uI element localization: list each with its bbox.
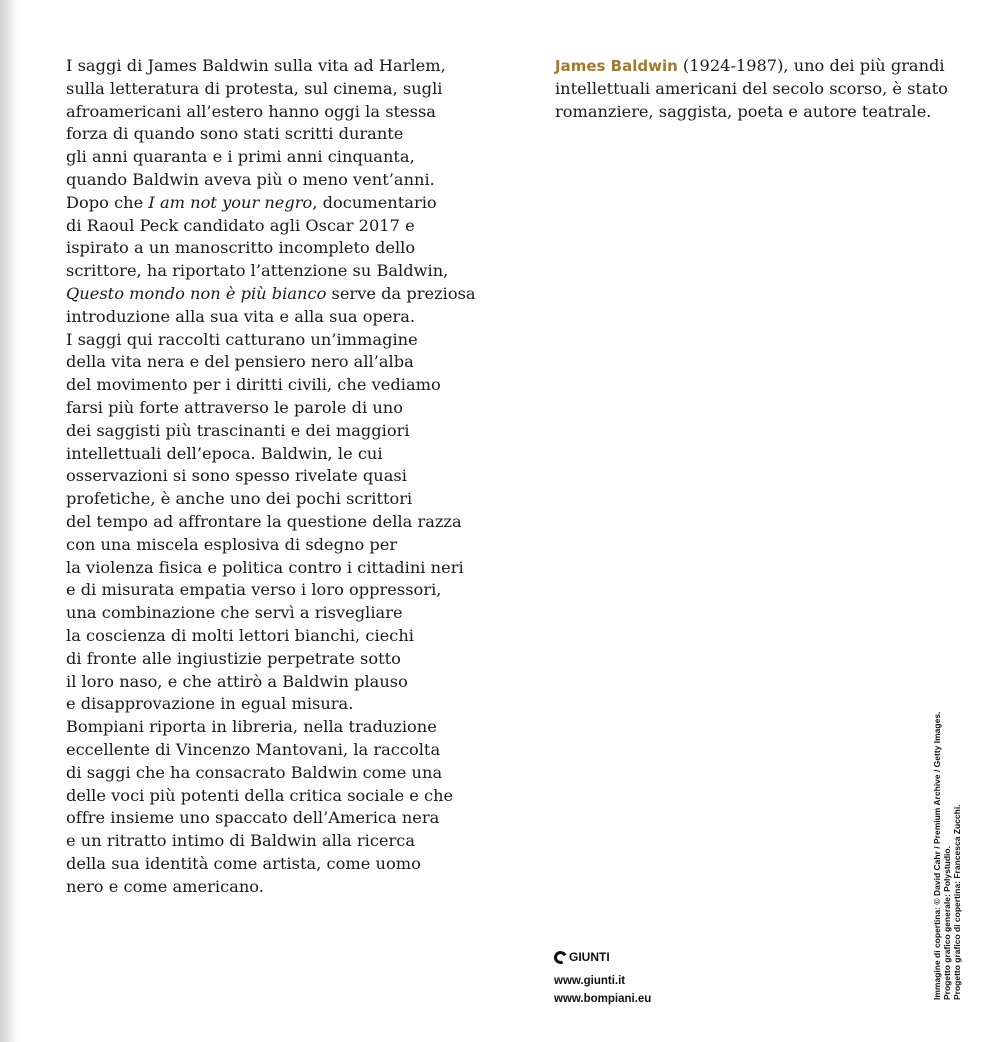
blurb-line: introduzione alla sua vita e alla sua opera. [66, 306, 416, 326]
blurb-line: Bompiani riporta in libreria, nella traduzione [66, 717, 437, 737]
blurb-line: gli anni quaranta e i primi anni cinquanta, [66, 147, 415, 167]
book-title: Questo mondo non è più bianco [66, 283, 327, 303]
blurb-line: del movimento per i diritti civili, che vediamo [66, 375, 441, 395]
website-bompiani: www.bompiani.eu [554, 993, 652, 1005]
giunti-logo-icon [552, 949, 569, 966]
blurb-line: di saggi che ha consacrato Baldwin come una [66, 762, 443, 782]
blurb-line: profetiche, è anche uno dei pochi scrittori [66, 489, 413, 509]
blurb-line: e un ritratto intimo di Baldwin alla ricerca [66, 831, 416, 851]
blurb-line: scrittore, ha riportato l’attenzione su Baldwin, [66, 261, 449, 281]
blurb-line: ispirato a un manoscritto incompleto dello [66, 238, 416, 258]
credit-line: Immagine di copertina: © David Cahr / Premium Archive / Getty Images. [932, 711, 942, 1000]
blurb-line: farsi più forte attraverso le parole di uno [66, 397, 403, 417]
author-name: James Baldwin [555, 57, 678, 75]
blurb-line: del tempo ad affrontare la questione della razza [66, 511, 462, 531]
blurb-line: dei saggisti più trascinanti e dei maggiori [66, 420, 410, 440]
author-bio-line [555, 55, 955, 78]
publisher-logo-text: GIUNTI [569, 950, 610, 964]
credit-line: Progetto grafico generale: Polystudio. [942, 846, 952, 1000]
blurb-line: il loro naso, e che attirò a Baldwin plauso [66, 671, 408, 691]
author-bio [555, 55, 955, 123]
blurb-line: di Raoul Peck candidato agli Oscar 2017 e [66, 215, 415, 235]
blurb-line: la coscienza di molti lettori bianchi, ciechi [66, 625, 414, 645]
blurb-line: della sua identità come artista, come uomo [66, 853, 421, 873]
blurb-line: di fronte alle ingiustizie perpetrate sotto [66, 648, 401, 668]
blurb-line: una combinazione che servì a risvegliare [66, 603, 403, 623]
blurb-line: I saggi di James Baldwin sulla vita ad Harlem, [66, 56, 446, 75]
blurb-line: offre insieme uno spaccato dell’America nera [66, 808, 440, 828]
blurb-line: sulla letteratura di protesta, sul cinema, sugli [66, 78, 443, 98]
blurb-line: I saggi qui raccolti catturano un’immagine [66, 329, 418, 349]
website-giunti: www.giunti.it [554, 975, 626, 987]
blurb-text: serve da preziosa [326, 283, 476, 303]
blurb-text: , documentario [312, 192, 437, 212]
blurb-line: forza di quando sono stati scritti durante [66, 124, 404, 144]
blurb-line: osservazioni si sono spesso rivelate quasi [66, 466, 407, 486]
blurb-line: la violenza fisica e politica contro i cittadini neri [66, 557, 464, 577]
blurb-line: nero e come americano. [66, 876, 264, 896]
blurb-line: della vita nera e del pensiero nero all’alba [66, 352, 414, 372]
publisher-logo [554, 950, 610, 964]
blurb-line: afroamericani all’estero hanno oggi la stessa [66, 101, 436, 121]
blurb-line: eccellente di Vincenzo Mantovani, la raccolta [66, 739, 441, 759]
blurb-line: intellettuali dell’epoca. Baldwin, le cui [66, 443, 383, 463]
blurb-text: Dopo che [66, 192, 149, 212]
documentary-title: I am not your negro [148, 192, 313, 212]
blurb-line-with-documentary-title [66, 192, 496, 215]
author-bio-line: intellettuali americani del secolo scorso, è stato [555, 78, 948, 98]
page-edge-shadow [0, 0, 18, 1042]
blurb-line-with-book-title [66, 283, 496, 306]
cover-credits [932, 712, 962, 1000]
blurb-line: e di misurata empatia verso i loro oppressori, [66, 580, 442, 600]
blurb-line: e disapprovazione in egual misura. [66, 694, 354, 714]
author-bio-text: (1924-1987), uno dei più grandi [677, 56, 945, 75]
back-cover-blurb [66, 55, 496, 898]
blurb-line: quando Baldwin aveva più o meno vent’anni. [66, 169, 435, 189]
publisher-websites [554, 972, 651, 1008]
author-bio-line: romanziere, saggista, poeta e autore teatrale. [555, 101, 932, 121]
blurb-line: con una miscela esplosiva di sdegno per [66, 534, 398, 554]
blurb-line: delle voci più potenti della critica sociale e che [66, 785, 454, 805]
credit-line: Progetto grafico di copertina: Francesca Zucchi. [952, 804, 962, 1000]
